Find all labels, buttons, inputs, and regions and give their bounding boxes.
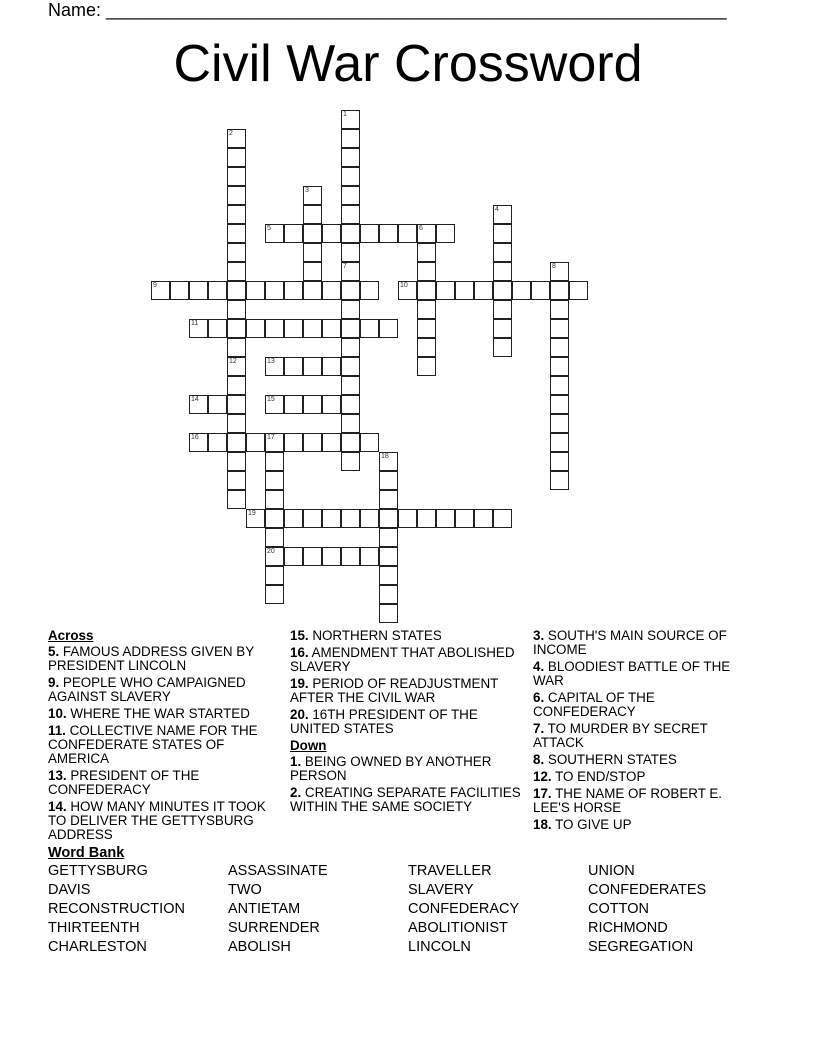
crossword-cell[interactable]	[227, 300, 246, 319]
clue-number: 19.	[290, 676, 309, 691]
crossword-cell[interactable]	[151, 281, 170, 300]
crossword-cell[interactable]	[227, 186, 246, 205]
crossword-cell[interactable]	[360, 547, 379, 566]
crossword-cell[interactable]	[341, 509, 360, 528]
clue-text: AMENDMENT THAT ABOLISHED SLAVERY	[290, 645, 515, 674]
crossword-cell[interactable]	[436, 224, 455, 243]
cell-number: 12	[229, 358, 237, 365]
word-bank-item: TRAVELLER	[408, 863, 492, 879]
crossword-cell[interactable]	[303, 357, 322, 376]
crossword-cell[interactable]	[322, 433, 341, 452]
crossword-cell[interactable]	[341, 205, 360, 224]
crossword-cell[interactable]	[322, 547, 341, 566]
crossword-cell[interactable]	[379, 490, 398, 509]
crossword-cell[interactable]	[303, 224, 322, 243]
crossword-cell[interactable]	[303, 262, 322, 281]
crossword-cell[interactable]	[303, 433, 322, 452]
clue-text: CAPITAL OF THE CONFEDERACY	[533, 690, 655, 719]
crossword-cell[interactable]	[303, 243, 322, 262]
crossword-cell[interactable]	[284, 395, 303, 414]
crossword-cell[interactable]	[436, 509, 455, 528]
crossword-cell[interactable]	[208, 395, 227, 414]
clue-item	[533, 787, 758, 815]
clue-text: PERIOD OF READJUSTMENT AFTER THE CIVIL WAR	[290, 676, 499, 705]
crossword-cell[interactable]	[550, 300, 569, 319]
crossword-cell[interactable]	[265, 585, 284, 604]
crossword-cell[interactable]	[265, 395, 284, 414]
crossword-cell[interactable]	[550, 338, 569, 357]
clue-number: 4.	[533, 659, 545, 674]
crossword-cell[interactable]	[341, 262, 360, 281]
word-bank-item: GETTYSBURG	[48, 863, 148, 879]
crossword-cell[interactable]	[417, 300, 436, 319]
clue-text: SOUTH'S MAIN SOURCE OF INCOME	[533, 628, 727, 657]
crossword-cell[interactable]	[303, 547, 322, 566]
crossword-cell[interactable]	[493, 243, 512, 262]
clue-number: 8.	[533, 752, 545, 767]
crossword-cell[interactable]	[265, 509, 284, 528]
crossword-cell[interactable]	[322, 509, 341, 528]
crossword-cell[interactable]	[341, 186, 360, 205]
crossword-cell[interactable]	[341, 357, 360, 376]
clue-number: 16.	[290, 645, 309, 660]
clue-number: 12.	[533, 769, 552, 784]
crossword-cell[interactable]	[265, 566, 284, 585]
crossword-cell[interactable]	[227, 452, 246, 471]
clue-item	[48, 676, 280, 704]
crossword-cell[interactable]	[379, 319, 398, 338]
crossword-cell[interactable]	[398, 224, 417, 243]
crossword-cell[interactable]	[379, 547, 398, 566]
clue-number: 9.	[48, 675, 60, 690]
crossword-cell[interactable]	[417, 281, 436, 300]
clue-number: 13.	[48, 768, 67, 783]
crossword-cell[interactable]	[550, 319, 569, 338]
crossword-cell[interactable]	[550, 357, 569, 376]
clue-text: SOUTHERN STATES	[544, 752, 677, 767]
word-bank-column	[228, 862, 328, 957]
clue-item	[290, 677, 522, 705]
word-bank-column	[48, 862, 185, 957]
clue-item	[533, 691, 758, 719]
crossword-cell[interactable]	[227, 281, 246, 300]
crossword-cell[interactable]	[398, 509, 417, 528]
crossword-cell[interactable]	[493, 224, 512, 243]
crossword-cell[interactable]	[227, 243, 246, 262]
crossword-cell[interactable]	[341, 110, 360, 129]
crossword-cell[interactable]	[341, 452, 360, 471]
clue-text: NORTHERN STATES	[308, 628, 442, 643]
crossword-cell[interactable]	[341, 243, 360, 262]
crossword-cell[interactable]	[208, 433, 227, 452]
crossword-cell[interactable]	[189, 433, 208, 452]
crossword-cell[interactable]	[265, 528, 284, 547]
clue-number: 1.	[290, 754, 302, 769]
cell-number: 14	[191, 396, 199, 403]
crossword-cell[interactable]	[170, 281, 189, 300]
crossword-cell[interactable]	[550, 414, 569, 433]
crossword-cell[interactable]	[493, 509, 512, 528]
across-heading: Across	[48, 628, 94, 643]
crossword-cell[interactable]	[284, 433, 303, 452]
clues-column-3	[533, 629, 758, 835]
word-bank-item: ABOLISH	[228, 939, 291, 955]
crossword-cell[interactable]	[417, 243, 436, 262]
crossword-cell[interactable]	[265, 281, 284, 300]
crossword-cell[interactable]	[493, 205, 512, 224]
crossword-cell[interactable]	[436, 281, 455, 300]
crossword-cell[interactable]	[341, 433, 360, 452]
crossword-cell[interactable]	[265, 452, 284, 471]
crossword-cell[interactable]	[550, 262, 569, 281]
crossword-cell[interactable]	[360, 509, 379, 528]
crossword-cell[interactable]	[303, 319, 322, 338]
crossword-cell[interactable]	[360, 433, 379, 452]
crossword-cell[interactable]	[493, 319, 512, 338]
clue-text: PRESIDENT OF THE CONFEDERACY	[48, 768, 200, 797]
clue-text: HOW MANY MINUTES IT TOOK TO DELIVER THE GETTYSBURG ADDRESS	[48, 799, 266, 842]
crossword-cell[interactable]	[265, 224, 284, 243]
cell-number: 20	[267, 548, 275, 555]
word-bank-item: DAVIS	[48, 882, 91, 898]
crossword-cell[interactable]	[417, 509, 436, 528]
crossword-cell[interactable]	[284, 547, 303, 566]
word-bank-item: RECONSTRUCTION	[48, 901, 185, 917]
crossword-cell[interactable]	[550, 452, 569, 471]
crossword-cell[interactable]	[227, 129, 246, 148]
crossword-cell[interactable]	[227, 262, 246, 281]
crossword-cell[interactable]	[227, 395, 246, 414]
clue-item	[533, 753, 758, 767]
crossword-cell[interactable]	[208, 319, 227, 338]
clue-number: 10.	[48, 706, 67, 721]
word-bank-item: SLAVERY	[408, 882, 474, 898]
crossword-cell[interactable]	[303, 509, 322, 528]
cell-number: 2	[229, 130, 233, 137]
crossword-cell[interactable]	[531, 281, 550, 300]
crossword-cell[interactable]	[246, 433, 265, 452]
clue-text: TO GIVE UP	[551, 817, 632, 832]
crossword-cell[interactable]	[227, 376, 246, 395]
crossword-cell[interactable]	[550, 433, 569, 452]
clue-number: 6.	[533, 690, 545, 705]
clue-item	[533, 629, 758, 657]
crossword-cell[interactable]	[341, 547, 360, 566]
crossword-cell[interactable]	[417, 262, 436, 281]
crossword-cell[interactable]	[284, 319, 303, 338]
crossword-cell[interactable]	[512, 281, 531, 300]
cell-number: 4	[495, 206, 499, 213]
clue-item	[48, 707, 280, 721]
clue-text: COLLECTIVE NAME FOR THE CONFEDERATE STATES OF AMERICA	[48, 723, 258, 766]
word-bank-heading: Word Bank	[48, 845, 125, 861]
crossword-cell[interactable]	[550, 281, 569, 300]
clue-number: 3.	[533, 628, 545, 643]
word-bank-item: CONFEDERACY	[408, 901, 520, 917]
clue-number: 20.	[290, 707, 309, 722]
clue-text: TO END/STOP	[551, 769, 646, 784]
word-bank-item: ASSASSINATE	[228, 863, 328, 879]
crossword-cell[interactable]	[189, 281, 208, 300]
crossword-cell[interactable]	[265, 547, 284, 566]
crossword-cell[interactable]	[189, 319, 208, 338]
crossword-cell[interactable]	[493, 300, 512, 319]
crossword-cell[interactable]	[474, 281, 493, 300]
clue-number: 7.	[533, 721, 545, 736]
clue-text: WHERE THE WAR STARTED	[66, 706, 250, 721]
cell-number: 13	[267, 358, 275, 365]
clue-number: 14.	[48, 799, 67, 814]
crossword-cell[interactable]	[265, 319, 284, 338]
word-bank-item: TWO	[228, 882, 262, 898]
clue-item	[48, 724, 280, 766]
word-bank-item: SEGREGATION	[588, 939, 694, 955]
word-bank-item: COTTON	[588, 901, 649, 917]
clue-text: PEOPLE WHO CAMPAIGNED AGAINST SLAVERY	[48, 675, 246, 704]
clue-text: BLOODIEST BATTLE OF THE WAR	[533, 659, 731, 688]
clue-text: 16TH PRESIDENT OF THE UNITED STATES	[290, 707, 478, 736]
crossword-cell[interactable]	[227, 338, 246, 357]
clue-number: 18.	[533, 817, 552, 832]
crossword-cell[interactable]	[341, 300, 360, 319]
clue-item	[48, 645, 280, 673]
crossword-cell[interactable]	[493, 262, 512, 281]
crossword-cell[interactable]	[417, 224, 436, 243]
crossword-cell[interactable]	[227, 319, 246, 338]
cell-number: 3	[305, 187, 309, 194]
crossword-cell[interactable]	[379, 471, 398, 490]
clues-column-2	[290, 629, 522, 817]
crossword-cell[interactable]	[189, 395, 208, 414]
name-field-label[interactable]: Name: ______________________________________________________________	[48, 0, 727, 20]
crossword-cell[interactable]	[322, 395, 341, 414]
crossword-cell[interactable]	[284, 224, 303, 243]
crossword-cell[interactable]	[322, 281, 341, 300]
crossword-cell[interactable]	[417, 357, 436, 376]
cell-number: 11	[191, 320, 199, 327]
word-bank-item: UNION	[588, 863, 635, 879]
crossword-cell[interactable]	[227, 471, 246, 490]
word-bank-column	[588, 862, 706, 957]
crossword-cell[interactable]	[265, 357, 284, 376]
crossword-cell[interactable]	[417, 319, 436, 338]
cell-number: 1	[343, 111, 347, 118]
clue-item	[290, 708, 522, 736]
clue-number: 11.	[48, 723, 66, 738]
crossword-cell[interactable]	[379, 566, 398, 585]
crossword-cell[interactable]	[379, 224, 398, 243]
cell-number: 7	[343, 263, 347, 270]
cell-number: 16	[191, 434, 199, 441]
word-bank-column	[408, 862, 519, 957]
clue-item	[290, 629, 522, 643]
cell-number: 9	[153, 282, 157, 289]
clue-item	[48, 800, 280, 842]
word-bank-item: CONFEDERATES	[588, 882, 707, 898]
crossword-cell[interactable]	[341, 281, 360, 300]
crossword-cell[interactable]	[265, 433, 284, 452]
crossword-cell[interactable]	[360, 281, 379, 300]
crossword-cell[interactable]	[227, 167, 246, 186]
crossword-cell[interactable]	[341, 338, 360, 357]
crossword-cell[interactable]	[417, 338, 436, 357]
crossword-cell[interactable]	[455, 509, 474, 528]
crossword-cell[interactable]	[550, 471, 569, 490]
cell-number: 17	[267, 434, 275, 441]
clue-item	[290, 786, 522, 814]
word-bank-item: LINCOLN	[408, 939, 471, 955]
clue-text: FAMOUS ADDRESS GIVEN BY PRESIDENT LINCOLN	[48, 644, 254, 673]
crossword-cell[interactable]	[341, 376, 360, 395]
clues-column-1	[48, 629, 280, 845]
crossword-cell[interactable]	[341, 129, 360, 148]
cell-number: 10	[400, 282, 408, 289]
crossword-cell[interactable]	[208, 281, 227, 300]
crossword-cell[interactable]	[322, 224, 341, 243]
crossword-cell[interactable]	[265, 471, 284, 490]
clue-item	[533, 770, 758, 784]
crossword-cell[interactable]	[246, 319, 265, 338]
crossword-cell[interactable]	[265, 490, 284, 509]
cell-number: 8	[552, 263, 556, 270]
crossword-cell[interactable]	[227, 357, 246, 376]
cell-number: 6	[419, 225, 423, 232]
crossword-cell[interactable]	[246, 281, 265, 300]
word-bank-item: ABOLITIONIST	[408, 920, 508, 936]
crossword-cell[interactable]	[341, 414, 360, 433]
crossword-cell[interactable]	[341, 167, 360, 186]
clue-number: 5.	[48, 644, 60, 659]
clue-item	[290, 755, 522, 783]
crossword-cell[interactable]	[227, 224, 246, 243]
word-bank-item: ANTIETAM	[228, 901, 301, 917]
crossword-cell[interactable]	[303, 205, 322, 224]
cell-number: 19	[248, 510, 256, 517]
clue-number: 15.	[290, 628, 309, 643]
crossword-cell[interactable]	[341, 148, 360, 167]
crossword-cell[interactable]	[227, 490, 246, 509]
crossword-cell[interactable]	[455, 281, 474, 300]
crossword-cell[interactable]	[550, 395, 569, 414]
crossword-cell[interactable]	[284, 281, 303, 300]
crossword-cell[interactable]	[398, 281, 417, 300]
crossword-cell[interactable]	[227, 205, 246, 224]
crossword-cell[interactable]	[493, 281, 512, 300]
crossword-cell[interactable]	[322, 319, 341, 338]
crossword-cell[interactable]	[284, 509, 303, 528]
word-bank-item: RICHMOND	[588, 920, 668, 936]
cell-number: 5	[267, 225, 271, 232]
word-bank-item: CHARLESTON	[48, 939, 147, 955]
clue-text: BEING OWNED BY ANOTHER PERSON	[290, 754, 492, 783]
clue-item	[48, 769, 280, 797]
crossword-cell[interactable]	[246, 509, 265, 528]
crossword-cell[interactable]	[550, 376, 569, 395]
clue-text: TO MURDER BY SECRET ATTACK	[533, 721, 708, 750]
crossword-cell[interactable]	[341, 319, 360, 338]
crossword-cell[interactable]	[227, 414, 246, 433]
crossword-cell[interactable]	[379, 604, 398, 623]
crossword-cell[interactable]	[303, 186, 322, 205]
crossword-cell[interactable]	[341, 395, 360, 414]
clue-number: 17.	[533, 786, 552, 801]
word-bank-item: THIRTEENTH	[48, 920, 140, 936]
crossword-cell[interactable]	[303, 395, 322, 414]
clue-item	[533, 660, 758, 688]
crossword-cell[interactable]	[303, 281, 322, 300]
crossword-cell[interactable]	[379, 585, 398, 604]
clue-item	[533, 722, 758, 750]
crossword-cell[interactable]	[227, 433, 246, 452]
crossword-cell[interactable]	[379, 509, 398, 528]
down-heading: Down	[290, 738, 327, 753]
crossword-cell[interactable]	[341, 224, 360, 243]
crossword-cell[interactable]	[322, 357, 341, 376]
page-title: Civil War Crossword	[173, 35, 643, 93]
crossword-cell[interactable]	[493, 338, 512, 357]
crossword-cell[interactable]	[379, 452, 398, 471]
crossword-cell[interactable]	[284, 357, 303, 376]
clue-number: 2.	[290, 785, 302, 800]
crossword-cell[interactable]	[569, 281, 588, 300]
clue-text: THE NAME OF ROBERT E. LEE'S HORSE	[533, 786, 723, 815]
clue-text: CREATING SEPARATE FACILITIES WITHIN THE SAME SOCIETY	[290, 785, 521, 814]
crossword-cell[interactable]	[227, 148, 246, 167]
crossword-cell[interactable]	[379, 528, 398, 547]
clue-item	[290, 646, 522, 674]
cell-number: 15	[267, 396, 275, 403]
crossword-cell[interactable]	[360, 224, 379, 243]
cell-number: 18	[381, 453, 389, 460]
crossword-cell[interactable]	[474, 509, 493, 528]
word-bank-item: SURRENDER	[228, 920, 320, 936]
clue-item	[533, 818, 758, 832]
crossword-cell[interactable]	[360, 319, 379, 338]
